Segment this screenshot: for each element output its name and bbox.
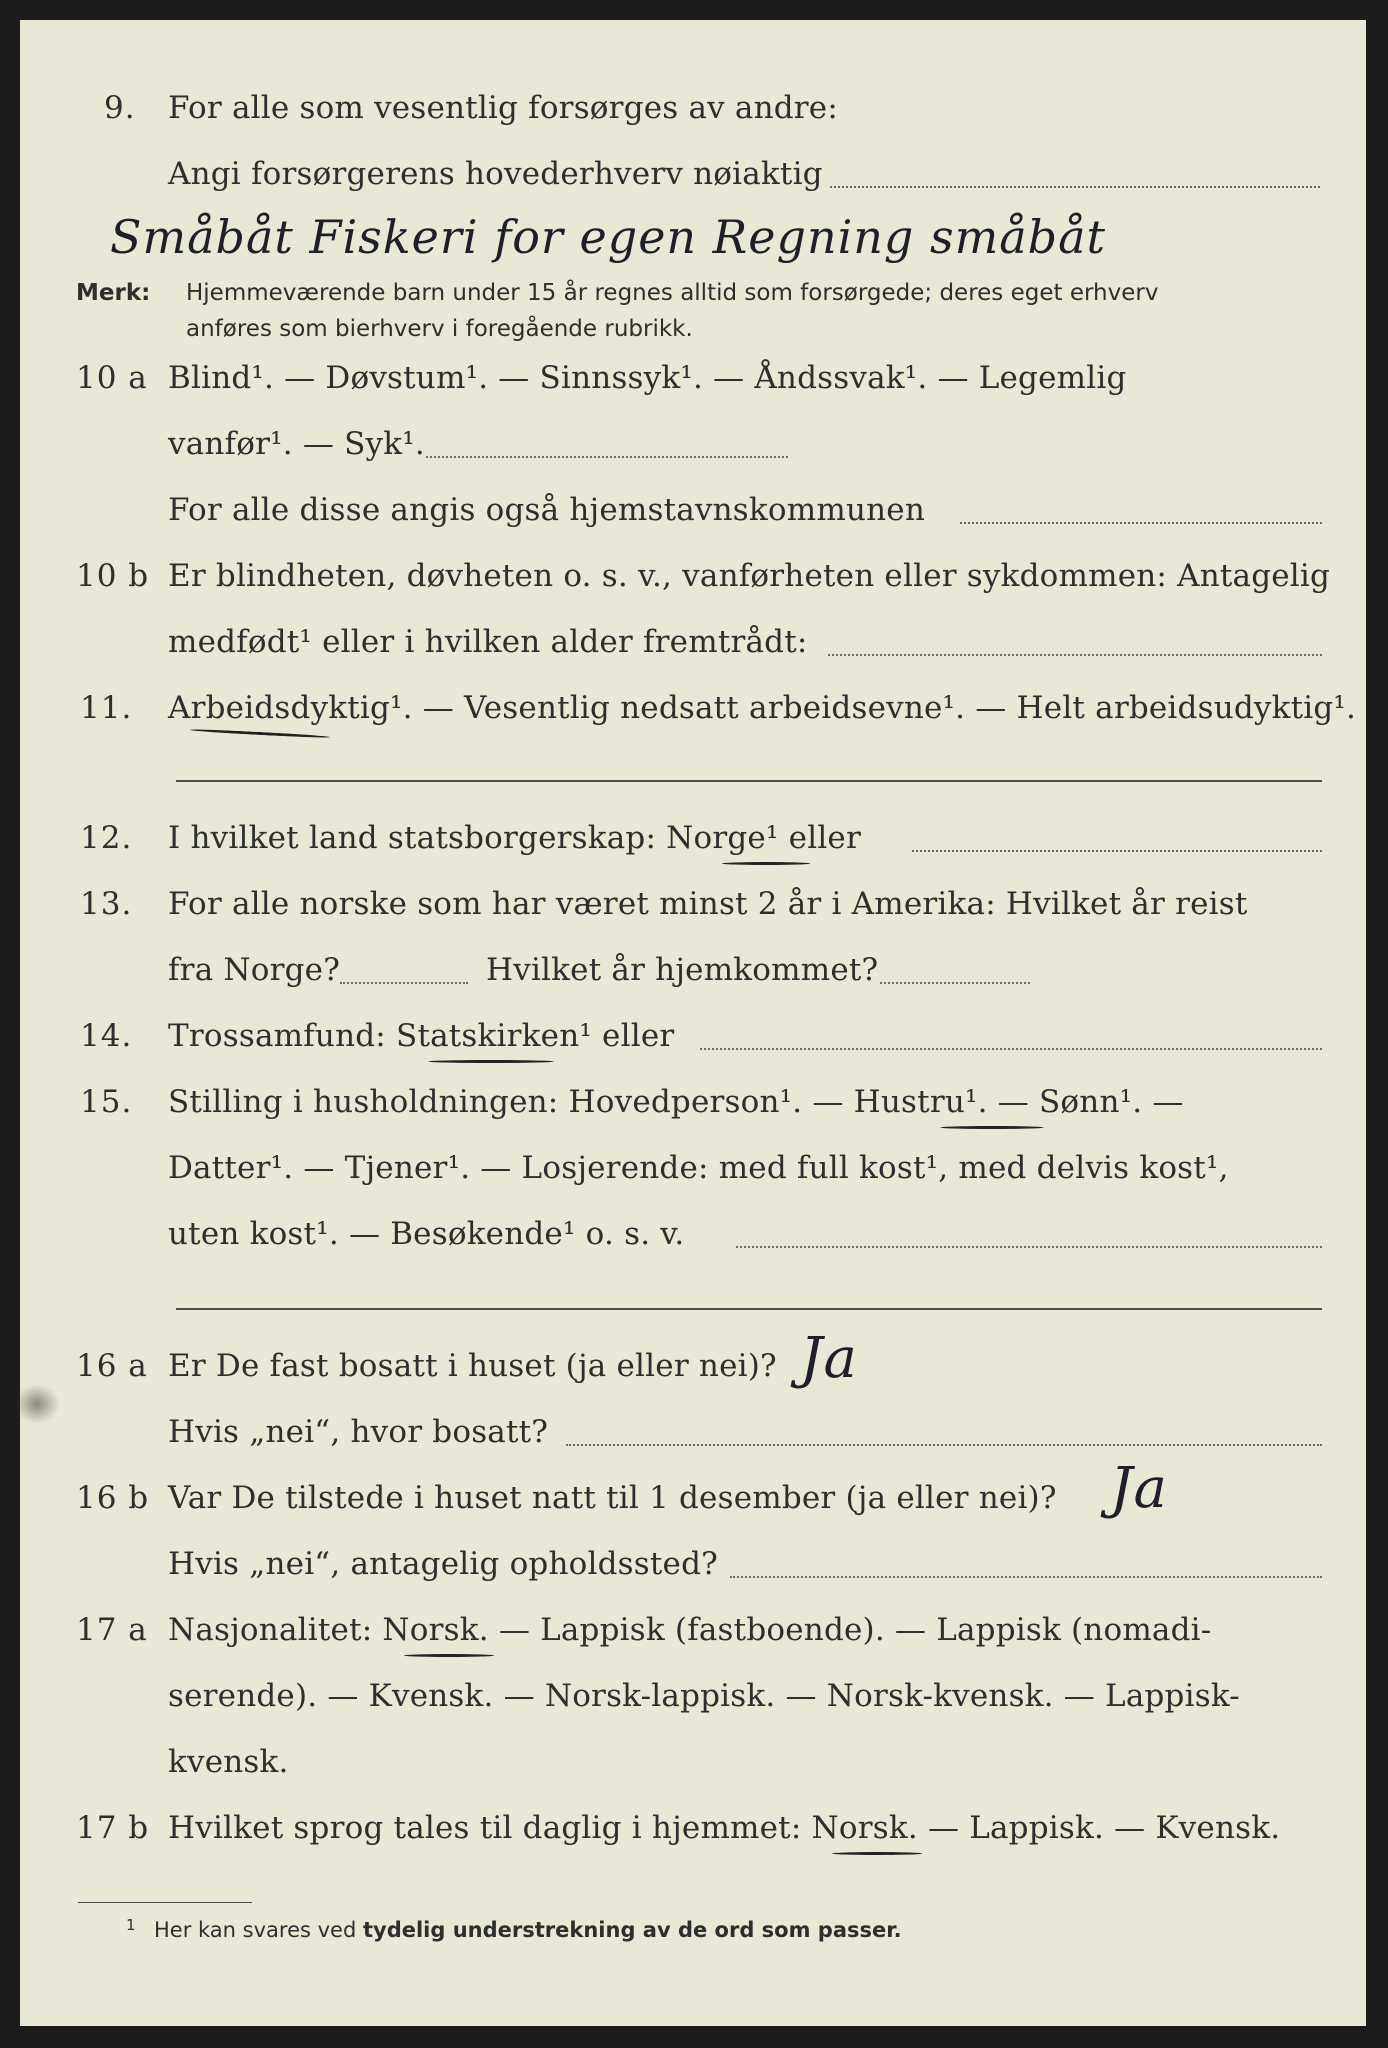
merk-text-line1: Hjemmeværende barn under 15 år regnes alltid som forsørgede; deres eget erhverv bbox=[186, 280, 1159, 306]
q13-reist-leader-line bbox=[340, 982, 468, 984]
q10b-leader-line bbox=[828, 654, 1322, 656]
q16a-question: Er De fast bosatt i huset (ja eller nei)? bbox=[168, 1348, 777, 1384]
q15-question: Stilling i husholdningen: Hovedperson¹. — Hustru¹. — Sønn¹. — bbox=[168, 1084, 1184, 1120]
q9-question: For alle som vesentlig forsørges av andre: bbox=[168, 90, 838, 126]
q17a-question-line3: kvensk. bbox=[168, 1744, 289, 1780]
q13-question: For alle norske som har været minst 2 år i Amerika: Hvilket år reist bbox=[168, 886, 1248, 922]
q10b-number: 10 b bbox=[76, 558, 150, 594]
q11-question: Arbeidsdyktig¹. — Vesentlig nedsatt arbeidsevne¹. — Helt arbeidsudyktig¹. bbox=[168, 690, 1357, 726]
q13-question-line2a: fra Norge? bbox=[168, 952, 341, 988]
footnote-rule bbox=[78, 1902, 252, 1903]
q11-number: 11. bbox=[80, 690, 133, 726]
q14-underline-mark bbox=[428, 1060, 554, 1063]
q17b-underline-mark bbox=[832, 1852, 922, 1855]
q15-underline-mark bbox=[940, 1126, 1044, 1129]
q9-handwritten-answer: Småbåt Fiskeri for egen Regning småbåt bbox=[110, 210, 1107, 264]
q12-number: 12. bbox=[80, 820, 133, 856]
q10b-question-line2: medfødt¹ eller i hvilken alder fremtrådt: bbox=[168, 624, 808, 660]
q10a-number: 10 a bbox=[76, 360, 148, 396]
q13-hjemkommet-leader-line bbox=[880, 982, 1030, 984]
q13-question-line2b: Hvilket år hjemkommet? bbox=[486, 952, 879, 988]
q16b-number: 16 b bbox=[76, 1480, 150, 1516]
q16a-question-line2: Hvis „nei“, hvor bosatt? bbox=[168, 1414, 549, 1450]
q17a-number: 17 a bbox=[76, 1612, 148, 1648]
q11-underline-mark bbox=[190, 728, 330, 738]
q17a-question-line2: serende). — Kvensk. — Norsk-lappisk. — Norsk-kvensk. — Lappisk- bbox=[168, 1678, 1240, 1714]
q17b-question: Hvilket sprog tales til daglig i hjemmet: Norsk. — Lappisk. — Kvensk. bbox=[168, 1810, 1281, 1846]
q10a-question: Blind¹. — Døvstum¹. — Sinnssyk¹. — Åndssvak¹. — Legemlig bbox=[168, 360, 1127, 396]
q15-answer-line bbox=[176, 1308, 1322, 1310]
q10a-hjemstavn-leader-line bbox=[960, 522, 1322, 524]
q16b-handwritten-answer: Ja bbox=[1110, 1456, 1168, 1521]
q9-leader-line bbox=[830, 186, 1320, 188]
q16b-question: Var De tilstede i huset natt til 1 desember (ja eller nei)? bbox=[168, 1480, 1057, 1516]
q11-answer-line bbox=[176, 780, 1322, 782]
census-form-page bbox=[20, 20, 1366, 2026]
q12-question: I hvilket land statsborgerskap: Norge¹ eller bbox=[168, 820, 861, 856]
ink-smudge bbox=[14, 1384, 60, 1424]
q14-number: 14. bbox=[80, 1018, 133, 1054]
q15-question-line2: Datter¹. — Tjener¹. — Losjerende: med full kost¹, med delvis kost¹, bbox=[168, 1150, 1229, 1186]
q17b-number: 17 b bbox=[76, 1810, 150, 1846]
q14-question: Trossamfund: Statskirken¹ eller bbox=[168, 1018, 675, 1054]
q13-number: 13. bbox=[80, 886, 133, 922]
q15-leader-line bbox=[736, 1246, 1322, 1248]
q12-leader-line bbox=[912, 850, 1322, 852]
merk-text-line2: anføres som bierhverv i foregående rubrikk. bbox=[186, 316, 693, 342]
q15-question-line3: uten kost¹. — Besøkende¹ o. s. v. bbox=[168, 1216, 685, 1252]
q12-underline-mark bbox=[722, 862, 810, 865]
footnote-mark: 1 bbox=[126, 1916, 136, 1934]
q16a-number: 16 a bbox=[76, 1348, 148, 1384]
q16a-handwritten-answer: Ja bbox=[800, 1326, 858, 1391]
q10a-question-line3: For alle disse angis også hjemstavnskommunen bbox=[168, 492, 925, 528]
q10b-question: Er blindheten, døvheten o. s. v., vanførheten eller sykdommen: Antagelig bbox=[168, 558, 1331, 594]
q10a-leader-line bbox=[426, 456, 788, 458]
q14-leader-line bbox=[700, 1048, 1322, 1050]
q9-number: 9. bbox=[104, 90, 136, 126]
q10a-question-line2: vanfør¹. — Syk¹. bbox=[168, 426, 425, 462]
q16b-leader-line bbox=[730, 1576, 1322, 1578]
q16a-leader-line bbox=[566, 1444, 1322, 1446]
footnote-text bbox=[154, 1918, 902, 1942]
q17a-question: Nasjonalitet: Norsk. — Lappisk (fastboende). — Lappisk (nomadi- bbox=[168, 1612, 1212, 1648]
q9-question-line2: Angi forsørgerens hovederhverv nøiaktig bbox=[168, 156, 823, 192]
merk-label: Merk: bbox=[76, 280, 151, 306]
q16b-question-line2: Hvis „nei“, antagelig opholdssted? bbox=[168, 1546, 718, 1582]
footnote-text-bold: tydelig understrekning av de ord som passer. bbox=[362, 1918, 902, 1942]
q15-number: 15. bbox=[80, 1084, 133, 1120]
footnote-text-plain: Her kan svares ved bbox=[154, 1918, 357, 1942]
q17a-underline-mark bbox=[404, 1654, 494, 1657]
